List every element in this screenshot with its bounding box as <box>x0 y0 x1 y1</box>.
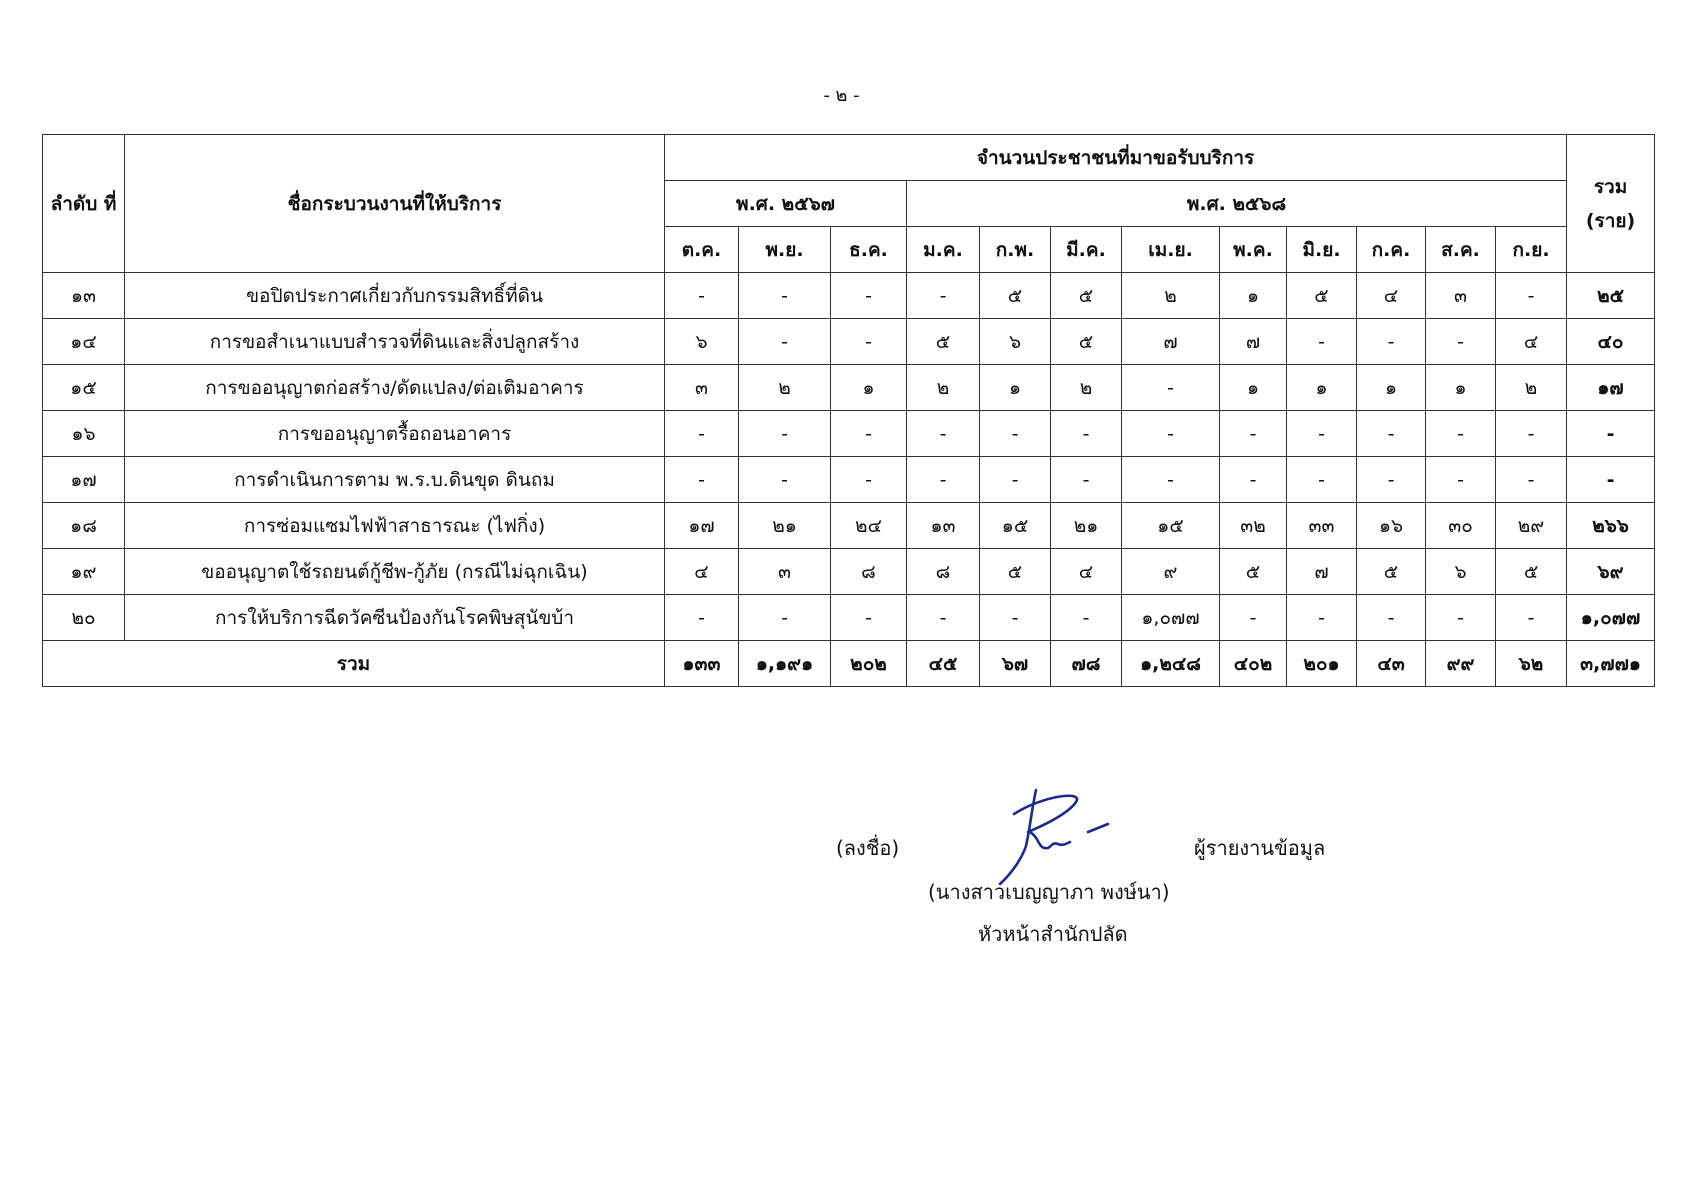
row-month-value: - <box>1496 595 1567 641</box>
row-month-value: - <box>907 411 980 457</box>
header-month: ต.ค. <box>665 227 739 273</box>
row-month-value: - <box>1220 411 1287 457</box>
row-process-name: ขออนุญาตใช้รถยนต์กู้ชีพ-กู้ภัย (กรณีไม่ฉุกเฉิน) <box>125 549 665 595</box>
table-body <box>43 273 1655 687</box>
signer-position: หัวหน้าสำนักปลัด <box>978 922 1128 946</box>
row-month-value: - <box>980 411 1051 457</box>
row-month-value: ๑,๐๗๗ <box>1122 595 1220 641</box>
header-month: มิ.ย. <box>1287 227 1357 273</box>
table-row <box>43 365 1655 411</box>
row-month-value: ๖ <box>1426 549 1496 595</box>
row-seq: ๑๘ <box>43 503 125 549</box>
row-month-value: - <box>1357 411 1426 457</box>
row-month-value: ๓๓ <box>1287 503 1357 549</box>
page-number: - ๒ - <box>823 85 860 106</box>
row-month-value: ๓ <box>1426 273 1496 319</box>
row-month-value: ๖ <box>665 319 739 365</box>
row-month-value: - <box>980 457 1051 503</box>
header-month: เม.ย. <box>1122 227 1220 273</box>
row-month-value: ๕ <box>907 319 980 365</box>
grand-total: ๓,๗๗๑ <box>1567 641 1655 687</box>
row-month-value: ๑๓ <box>907 503 980 549</box>
table-row <box>43 273 1655 319</box>
row-seq: ๑๖ <box>43 411 125 457</box>
handwritten-signature <box>992 788 1122 888</box>
sum-month-value: ๑๓๓ <box>665 641 739 687</box>
header-year-2567: พ.ศ. ๒๕๖๗ <box>665 181 907 227</box>
row-month-value: ๒๔ <box>831 503 907 549</box>
row-month-value: ๑ <box>1426 365 1496 411</box>
sum-month-value: ๒๐๑ <box>1287 641 1357 687</box>
header-month: ก.ค. <box>1357 227 1426 273</box>
row-month-value: ๒๑ <box>739 503 831 549</box>
row-month-value: ๔ <box>665 549 739 595</box>
sum-month-value: ๖๗ <box>980 641 1051 687</box>
row-total: ๒๖๖ <box>1567 503 1655 549</box>
row-process-name: การขออนุญาตรื้อถอนอาคาร <box>125 411 665 457</box>
row-seq: ๑๕ <box>43 365 125 411</box>
reporter-role: ผู้รายงานข้อมูล <box>1194 836 1326 860</box>
sum-month-value: ๗๘ <box>1051 641 1122 687</box>
table-row <box>43 411 1655 457</box>
row-month-value: - <box>1426 411 1496 457</box>
row-month-value: - <box>1122 365 1220 411</box>
row-month-value: ๑๕ <box>980 503 1051 549</box>
sum-month-value: ๔๕ <box>907 641 980 687</box>
row-month-value: ๑ <box>1357 365 1426 411</box>
row-month-value: ๕ <box>980 549 1051 595</box>
row-month-value: - <box>907 595 980 641</box>
row-month-value: - <box>1357 595 1426 641</box>
row-process-name: การให้บริการฉีดวัคซีนป้องกันโรคพิษสุนัขบ้า <box>125 595 665 641</box>
row-month-value: - <box>831 457 907 503</box>
header-month: ม.ค. <box>907 227 980 273</box>
row-month-value: - <box>739 319 831 365</box>
table-row <box>43 549 1655 595</box>
header-month: มี.ค. <box>1051 227 1122 273</box>
row-seq: ๑๔ <box>43 319 125 365</box>
row-total: ๒๕ <box>1567 273 1655 319</box>
row-month-value: ๓๒ <box>1220 503 1287 549</box>
row-month-value: - <box>1220 595 1287 641</box>
row-total: ๖๙ <box>1567 549 1655 595</box>
row-month-value: - <box>1287 411 1357 457</box>
row-month-value: - <box>1426 319 1496 365</box>
row-month-value: - <box>1426 595 1496 641</box>
row-total: ๑๗ <box>1567 365 1655 411</box>
row-month-value: - <box>1220 457 1287 503</box>
row-month-value: ๕ <box>1357 549 1426 595</box>
row-month-value: ๔ <box>1496 319 1567 365</box>
header-month: ก.ย. <box>1496 227 1567 273</box>
sum-month-value: ๒๐๒ <box>831 641 907 687</box>
row-month-value: ๒ <box>739 365 831 411</box>
table-row <box>43 457 1655 503</box>
row-total: - <box>1567 411 1655 457</box>
row-process-name: การดำเนินการตาม พ.ร.บ.ดินขุด ดินถม <box>125 457 665 503</box>
row-month-value: ๒ <box>1051 365 1122 411</box>
row-month-value: - <box>1357 457 1426 503</box>
row-month-value: ๒ <box>1496 365 1567 411</box>
row-month-value: - <box>739 411 831 457</box>
row-month-value: - <box>1122 411 1220 457</box>
row-month-value: ๑๕ <box>1122 503 1220 549</box>
row-month-value: - <box>1357 319 1426 365</box>
row-process-name: การขอสำเนาแบบสำรวจที่ดินและสิ่งปลูกสร้าง <box>125 319 665 365</box>
row-seq: ๑๙ <box>43 549 125 595</box>
row-month-value: ๕ <box>1051 319 1122 365</box>
service-statistics-table <box>42 134 1655 687</box>
row-month-value: ๔ <box>1051 549 1122 595</box>
row-month-value: ๕ <box>1496 549 1567 595</box>
row-month-value: ๑ <box>831 365 907 411</box>
sum-month-value: ๑,๑๙๑ <box>739 641 831 687</box>
sign-label: (ลงชื่อ) <box>836 836 900 860</box>
row-month-value: ๘ <box>831 549 907 595</box>
sum-row <box>43 641 1655 687</box>
sum-month-value: ๔๓ <box>1357 641 1426 687</box>
row-month-value: ๔ <box>1357 273 1426 319</box>
row-month-value: ๓ <box>739 549 831 595</box>
row-month-value: ๑๖ <box>1357 503 1426 549</box>
row-month-value: ๗ <box>1220 319 1287 365</box>
row-process-name: การซ่อมแซมไฟฟ้าสาธารณะ (ไฟกิ่ง) <box>125 503 665 549</box>
sum-month-value: ๑,๒๔๘ <box>1122 641 1220 687</box>
row-month-value: ๒ <box>1122 273 1220 319</box>
row-seq: ๒๐ <box>43 595 125 641</box>
row-total: ๑,๐๗๗ <box>1567 595 1655 641</box>
row-month-value: - <box>1496 273 1567 319</box>
sum-label: รวม <box>43 641 665 687</box>
sum-month-value: ๙๙ <box>1426 641 1496 687</box>
row-month-value: - <box>1122 457 1220 503</box>
row-seq: ๑๓ <box>43 273 125 319</box>
row-month-value: ๕ <box>1051 273 1122 319</box>
row-month-value: - <box>1287 595 1357 641</box>
row-process-name: ขอปิดประกาศเกี่ยวกับกรรมสิทธิ์ที่ดิน <box>125 273 665 319</box>
sum-month-value: ๖๒ <box>1496 641 1567 687</box>
row-month-value: - <box>831 411 907 457</box>
header-group: จำนวนประชาชนที่มาขอรับบริการ <box>665 135 1567 181</box>
row-month-value: - <box>831 319 907 365</box>
row-month-value: - <box>1051 595 1122 641</box>
row-total: ๔๐ <box>1567 319 1655 365</box>
row-month-value: ๕ <box>1220 549 1287 595</box>
row-month-value: - <box>831 273 907 319</box>
row-month-value: - <box>1051 411 1122 457</box>
row-month-value: ๗ <box>1122 319 1220 365</box>
row-month-value: ๑๗ <box>665 503 739 549</box>
row-month-value: ๑ <box>1287 365 1357 411</box>
row-seq: ๑๗ <box>43 457 125 503</box>
header-process-name: ชื่อกระบวนงานที่ให้บริการ <box>125 135 665 273</box>
row-month-value: ๕ <box>1287 273 1357 319</box>
row-month-value: - <box>1426 457 1496 503</box>
row-month-value: - <box>739 457 831 503</box>
header-month: ก.พ. <box>980 227 1051 273</box>
header-month: ส.ค. <box>1426 227 1496 273</box>
row-month-value: - <box>1496 411 1567 457</box>
table-row <box>43 595 1655 641</box>
row-month-value: ๓๐ <box>1426 503 1496 549</box>
row-month-value: - <box>907 457 980 503</box>
row-month-value: ๖ <box>980 319 1051 365</box>
row-month-value: ๑ <box>980 365 1051 411</box>
header-month: ธ.ค. <box>831 227 907 273</box>
row-month-value: - <box>739 595 831 641</box>
row-month-value: - <box>1287 457 1357 503</box>
row-month-value: ๕ <box>980 273 1051 319</box>
row-month-value: - <box>831 595 907 641</box>
sum-month-value: ๔๐๒ <box>1220 641 1287 687</box>
row-month-value: - <box>1051 457 1122 503</box>
row-month-value: ๑ <box>1220 365 1287 411</box>
signer-name: (นางสาวเบญญาภา พงษ์นา) <box>928 880 1170 904</box>
row-month-value: - <box>739 273 831 319</box>
header-seq: ลำดับ ที่ <box>43 135 125 273</box>
row-month-value: - <box>665 595 739 641</box>
row-month-value: - <box>1496 457 1567 503</box>
header-month: พ.ย. <box>739 227 831 273</box>
row-month-value: ๒ <box>907 365 980 411</box>
table-row <box>43 503 1655 549</box>
row-process-name: การขออนุญาตก่อสร้าง/ดัดแปลง/ต่อเติมอาคาร <box>125 365 665 411</box>
row-month-value: ๒๙ <box>1496 503 1567 549</box>
row-month-value: ๑ <box>1220 273 1287 319</box>
row-month-value: - <box>665 411 739 457</box>
row-month-value: - <box>1287 319 1357 365</box>
row-month-value: ๓ <box>665 365 739 411</box>
row-month-value: - <box>665 457 739 503</box>
table-row <box>43 319 1655 365</box>
row-month-value: - <box>980 595 1051 641</box>
row-month-value: ๒๑ <box>1051 503 1122 549</box>
row-month-value: ๙ <box>1122 549 1220 595</box>
row-total: - <box>1567 457 1655 503</box>
row-month-value: ๗ <box>1287 549 1357 595</box>
row-month-value: - <box>665 273 739 319</box>
row-month-value: ๘ <box>907 549 980 595</box>
header-year-2568: พ.ศ. ๒๕๖๘ <box>907 181 1567 227</box>
header-total: รวม (ราย) <box>1567 135 1655 273</box>
row-month-value: - <box>907 273 980 319</box>
header-month: พ.ค. <box>1220 227 1287 273</box>
